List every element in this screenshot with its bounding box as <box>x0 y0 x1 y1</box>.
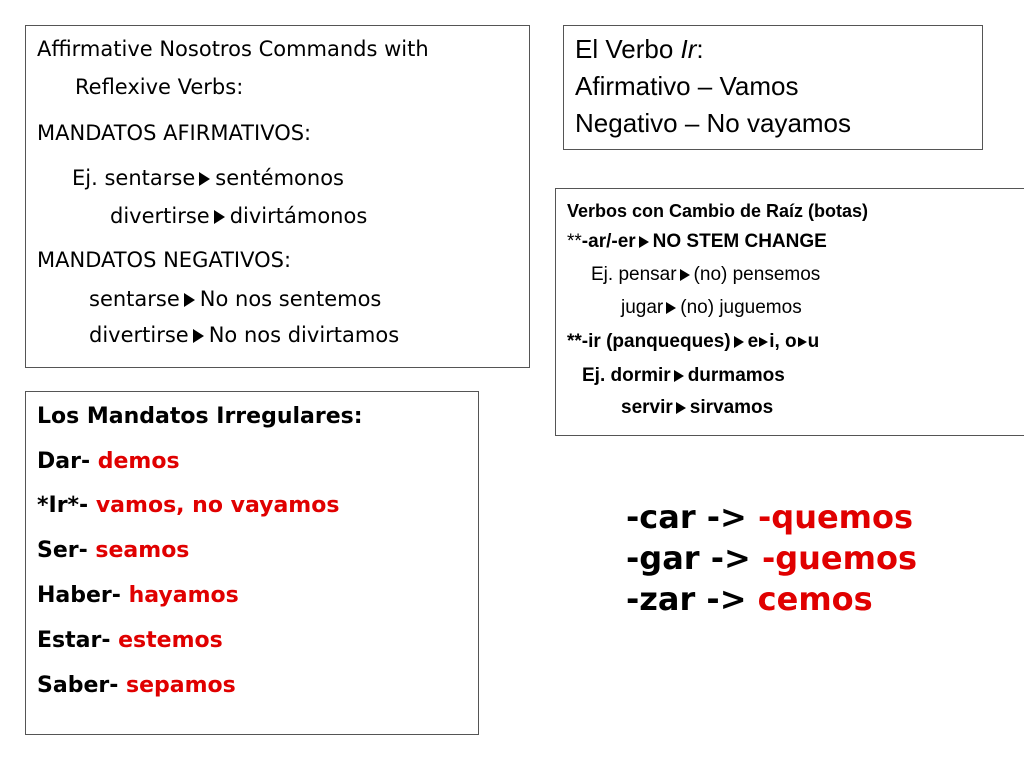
right-arrow-icon <box>666 302 676 314</box>
rule-label: -ir (panqueques) <box>581 331 731 352</box>
example-result: No nos sentemos <box>199 287 382 311</box>
afirmativos-heading: MANDATOS AFIRMATIVOS: <box>37 121 312 145</box>
ending-label: -car -> <box>626 498 758 536</box>
rule-stars: ** <box>567 231 582 252</box>
right-arrow-icon <box>193 329 204 343</box>
example-verb: Ej. pensar <box>591 264 677 285</box>
stem-example-2 <box>621 297 802 319</box>
negativo-example-2 <box>89 323 399 347</box>
ending-result: cemos <box>757 580 873 618</box>
irregular-form: demos <box>97 449 180 474</box>
ending-result: -guemos <box>761 539 917 577</box>
irregular-item <box>37 583 239 608</box>
stem-example-3 <box>582 365 785 387</box>
stem-example-1 <box>591 264 820 286</box>
example-verb: servir <box>621 397 673 418</box>
example-result: (no) pensemos <box>693 264 821 285</box>
right-arrow-icon <box>639 236 649 248</box>
reflexive-title-line1: Affirmative Nosotros Commands with <box>37 37 429 61</box>
ir-title <box>575 34 704 65</box>
example-result: durmamos <box>687 365 785 386</box>
ir-verb-box <box>563 25 983 150</box>
irregular-verb: Estar- <box>37 628 119 653</box>
reflexive-title-line2: Reflexive Verbs: <box>75 75 244 99</box>
right-arrow-icon <box>798 337 807 347</box>
irregular-item <box>37 493 339 518</box>
rule-u: u <box>807 331 820 352</box>
stem-change-box <box>555 188 1024 436</box>
ending-gar <box>626 538 917 579</box>
ending-label: -gar -> <box>626 539 762 577</box>
example-verb: jugar <box>621 297 664 318</box>
stem-rule-ir <box>567 331 819 353</box>
rule-i-o: i, o <box>769 331 797 352</box>
example-verb: divertirse <box>89 323 189 347</box>
example-result: divirtámonos <box>229 204 368 228</box>
spelling-change-endings <box>626 497 917 620</box>
right-arrow-icon <box>199 172 210 186</box>
stem-rule-ar-er <box>567 231 827 253</box>
right-arrow-icon <box>680 269 690 281</box>
ending-label: -zar -> <box>626 580 758 618</box>
example-prefix: Ej. <box>72 166 98 190</box>
right-arrow-icon <box>676 402 686 414</box>
irregular-verb: *Ir*- <box>37 493 96 518</box>
irregular-item <box>37 449 180 474</box>
stem-example-4 <box>621 397 773 419</box>
right-arrow-icon <box>759 337 768 347</box>
irregular-title: Los Mandatos Irregulares: <box>37 404 363 429</box>
irregular-form: vamos, no vayamos <box>95 493 340 518</box>
example-verb: divertirse <box>110 204 210 228</box>
irregular-item <box>37 538 189 563</box>
example-result: sirvamos <box>689 397 774 418</box>
ending-car <box>626 497 917 538</box>
stem-change-title: Verbos con Cambio de Raíz (botas) <box>567 201 869 221</box>
example-verb: Ej. dormir <box>582 365 671 386</box>
right-arrow-icon <box>734 336 744 348</box>
irregular-form: estemos <box>118 628 223 653</box>
example-verb: sentarse <box>89 287 180 311</box>
irregular-form: sepamos <box>126 673 236 698</box>
ending-zar <box>626 579 917 620</box>
irregular-form: seamos <box>95 538 190 563</box>
rule-stars: ** <box>567 331 582 352</box>
right-arrow-icon <box>214 210 225 224</box>
afirmativo-example-1 <box>72 166 344 190</box>
ir-title-prefix: El Verbo <box>575 34 681 64</box>
irregular-commands-box <box>25 391 479 735</box>
rule-e: e <box>747 331 759 352</box>
irregular-verb: Saber- <box>37 673 126 698</box>
right-arrow-icon <box>184 293 195 307</box>
irregular-item <box>37 673 236 698</box>
ending-result: -quemos <box>758 498 914 536</box>
irregular-verb: Haber- <box>37 583 129 608</box>
irregular-verb: Dar- <box>37 449 98 474</box>
ir-negativo: Negativo – No vayamos <box>575 108 852 138</box>
example-result: (no) juguemos <box>680 297 802 318</box>
irregular-item <box>37 628 223 653</box>
irregular-verb: Ser- <box>37 538 96 563</box>
negativo-example-1 <box>89 287 381 311</box>
ir-title-verb: Ir <box>680 34 697 64</box>
right-arrow-icon <box>674 370 684 382</box>
rule-result: NO STEM CHANGE <box>652 231 827 252</box>
example-result: sentémonos <box>215 166 344 190</box>
reflexive-commands-box <box>25 25 530 368</box>
ir-afirmativo: Afirmativo – Vamos <box>575 71 799 101</box>
irregular-form: hayamos <box>128 583 239 608</box>
example-result: No nos divirtamos <box>208 323 400 347</box>
ir-title-suffix: : <box>696 34 704 64</box>
afirmativo-example-2 <box>110 204 367 228</box>
example-verb: sentarse <box>104 166 196 190</box>
rule-label: -ar/-er <box>581 231 636 252</box>
negativos-heading: MANDATOS NEGATIVOS: <box>37 248 292 272</box>
